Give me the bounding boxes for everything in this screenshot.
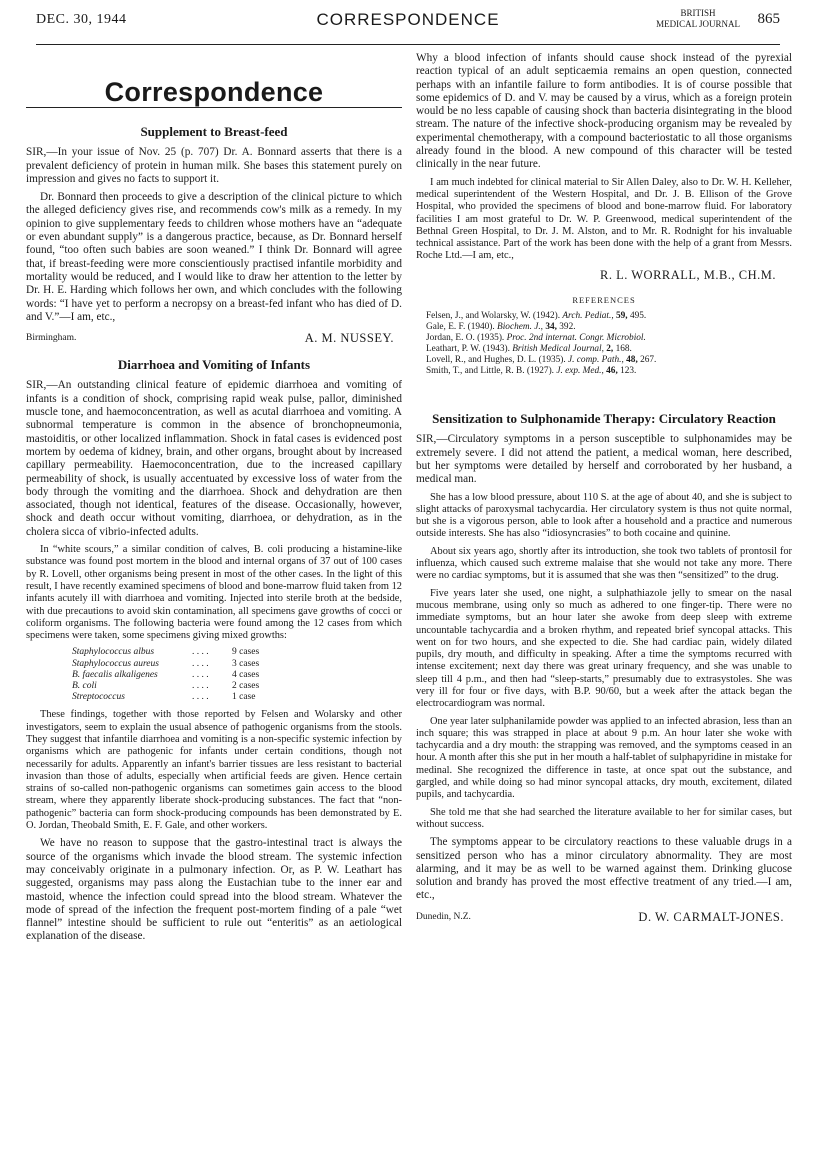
bacterium-name: B. faecalis alkaligenes: [72, 669, 158, 680]
paragraph: SIR,—In your issue of Nov. 25 (p. 707) Dr. A. Bonnard asserts that there is a prevalent deficiency of protein in human milk. She bases this statement purely on impression and gives no facts to support it.: [26, 146, 402, 185]
paragraph: Dr. Bonnard then proceeds to give a description of the clinical picture to which the alleged deficiency gives rise, and recommends cow's milk as a remedy. In my opinion to give supplementary feeds to children whose mothers have an “adequate or even abundant supply” is a dangerous practice, because, as Dr. Bonnard herself found, “too often such babies are soon weaned.” I think Dr. Bonnard will agree that, if breast-feeding were more conscientiously practised infantile morbidity and mortality would be reduced, and I would like to draw her attention to the letter by Dr. H. E. Harding which follows her own, and which concludes with the following words: “I have yet to perform a necropsy on a breast-fed infant who has died of D. and V.”—I am, etc.,: [26, 191, 402, 323]
table-row: [72, 670, 282, 681]
bacterium-name: Staphylococcus aureus: [72, 658, 159, 669]
signature-place: Birmingham.: [26, 333, 77, 344]
left-column: [26, 52, 402, 949]
table-row: [72, 659, 282, 670]
bacteria-table: [72, 647, 282, 703]
signature-block: [416, 911, 792, 924]
paragraph: In “white scours,” a similar condition of calves, B. coli producing a histamine-like substance was found post mortem in the blood and internal organs of 37 out of 100 cases by R. Lovell, other organisms being present in most of the other cases. In the light of this result, I have recently examined specimens of blood and bone-marrow fluid taken from 12 infants acutely ill with diarrhoea and vomiting. Injected into sterile broth at the bedside, with due precautions to avoid skin contamination, all specimens gave growths of cocci or coliform organisms. The following bacteria were found among the 12 cases from which specimens were taken, some specimens giving mixed growths:: [26, 544, 402, 642]
article-title-breast-feed: Supplement to Breast-feed: [140, 124, 288, 140]
reference-item: Lovell, R., and Hughes, D. L. (1935). J. comp. Path., 48, 267.: [426, 355, 657, 366]
paragraph: Why a blood infection of infants should cause shock instead of the pyrexial reaction typical of an adult septicaemia remains an open question, connected perhaps with an infantile failure to form antibodies. It is of course possible that some epidemics of D. and V. may be caused by a virus, which as a foreign protein would be no less capable of causing shock than bacteria disintegrating in the blood stream. The nature of the infective shock-producing organism may be revealed by experimental chemotherapy, with a compound bacteriostatic to all those organisms already found in the blood. A new compound of this character will be tested clinically in the near future.: [416, 52, 792, 171]
leader-dots: . . . .: [192, 692, 209, 703]
case-count: 2 cases: [232, 681, 260, 691]
reference-item: Gale, E. F. (1940). Biochem. J., 34, 392.: [426, 322, 576, 333]
leader-dots: . . . .: [192, 681, 209, 691]
case-count: 3 cases: [232, 658, 260, 669]
signature-name: D. W. CARMALT-JONES.: [638, 909, 784, 924]
signature-block: [26, 332, 402, 345]
page-number: 865: [757, 11, 780, 27]
paragraph: We have no reason to suppose that the gastro-intestinal tract is always the source of the organisms which invade the blood stream. The systemic infection may conceivably originate in a pulmonary infection. Or, as P. W. Leathart has suggested, organisms may pass along the Eustachian tube to the inner ear and mastoid, whence the infection could spread into the blood stream. Whatever the mode of spread of the infection the frequent post-mortem finding of a pale “wet flannel” intestine should be sufficient to rule out “enteritis” as an aetiological explanation of the disease.: [26, 837, 402, 943]
paragraph: SIR,—An outstanding clinical feature of epidemic diarrhoea and vomiting of infants is a condition of shock, comprising rapid weak pulse, pallor, diminished muscle tone, and haemoconcentration, as well as acutal diarrhoea and vomiting. A subnormal temperature is common in the absence of bronchopneumonia, mastoiditis, or other localized inflammation. Shock in fatal cases is evidenced post mortem by oedema of kidney, brain, and other organs, brought about by increased capillary permeability. Haemoconcentration, due to the increased capillary permeability of shock, is usually accentuated by excessive loss of water from the body through the vomiting and the diarrhoea. Shock and dehydration are then associated, though not identical, features of the disease. Occasionally, however, shock and death occur without vomiting, diarrhoea, or dehydration, as in the cholera sicca of vibrio-infected adults.: [26, 379, 402, 538]
table-row: [72, 681, 282, 692]
reference-item: Felsen, J., and Wolarsky, W. (1942). Arch. Pediat., 59, 495.: [426, 311, 647, 322]
case-count: 4 cases: [232, 669, 260, 680]
bacterium-name: Staphylococcus albus: [72, 647, 155, 658]
page-header: [36, 4, 780, 45]
paragraph: She has a low blood pressure, about 110 S. at the age of about 40, and she is subject to slight attacks of paroxysmal tachycardia. Her circulatory system is thus not quite normal, but she is a vigorous person, able to look after a household and a practice and numerous outside interests. She has also “idiosyncrasies” to both cocaine and quinine.: [416, 491, 792, 540]
article-title-diarrhoea: Diarrhoea and Vomiting of Infants: [117, 357, 311, 373]
reference-item: Smith, T., and Little, R. B. (1927). J. exp. Med., 46, 123.: [426, 366, 637, 377]
paragraph: The symptoms appear to be circulatory reactions to these valuable drugs in a sensitized person who has a minor circulatory abnormality. They are most alarming, and it may be as well to be warned against them. Drinking glucose solution and brandy has proved the most effective treatment of any tried.—I am, etc.,: [416, 836, 792, 902]
title-rule: [26, 107, 402, 108]
paragraph: She told me that she had searched the literature available to her for similar cases, but without success.: [416, 806, 792, 830]
section-title: CORRESPONDENCE: [316, 10, 500, 29]
signature-name: A. M. NUSSEY.: [304, 331, 394, 346]
bacterium-name: B. coli: [72, 681, 97, 691]
paragraph: These findings, together with those reported by Felsen and Wolarsky and other investigators, seem to explain the usual absence of pathogenic organisms from the stools. They suggest that infantile diarrhoea and vomiting is a non-specific systemic infection by organisms which are pathogenic for infants under certain conditions, though not necessarily for adults. Apparently an infant's barrier tissues are less resistant to bacterial invasion than those of adults, especially when artificial feeds are given. Hence certain strains of so-called non-pathogenic organisms can sometimes gain access to the blood stream, where they apparently liberate shock-producing substances. The fact that “non-pathogenic” bacteria can form shock-producing compounds has been demonstrated by E. O. Jordan, Theobald Smith, E. F. Gale, and other workers.: [26, 709, 402, 832]
reference-item: Leathart, P. W. (1943). British Medical Journal, 2, 168.: [426, 344, 632, 355]
leader-dots: . . . .: [192, 669, 209, 680]
leader-dots: . . . .: [192, 658, 209, 669]
paragraph: Five years later she used, one night, a sulphathiazole jelly to smear on the nasal mucous membrane, using only so much as adhered to one finger-tip. There were no immediate symptoms, but an hour later she awoke from deep sleep with extreme uncountable tachycardia and a broken rhythm, and repeated brief syncopal attacks. This went on for two hours, and she expected to die. She had cardiac pain, widely dilated pupils, dry mouth, and difficulty in speaking. After a time the symptoms recurred with intense excitement; next day there was great urinary frequency, and she was unable to sleep till 4 p.m., and then had “sleep-starts,” presumably due to extrasystoles. She was very ill for four or five days, with B.P. 90/60, but a week after the attack began the electrocardiogram was normal.: [416, 587, 792, 710]
case-count: 9 cases: [232, 647, 260, 658]
issue-date: DEC. 30, 1944: [36, 12, 127, 27]
paragraph: About six years ago, shortly after its introduction, she took two tablets of prontosil for influenza, which caused such extreme malaise that she would not take any more. There were no cardiac symptoms, but it is assumed that she was then “sensitized” to the drug.: [416, 545, 792, 582]
paragraph: One year later sulphanilamide powder was applied to an infected abrasion, less than an inch square; this was strapped in place at about 9 p.m. An hour later she woke with tachycardia and a dry mouth: the strapping was removed, and the symptoms ceased in an hour. A month after this she put in her mouth a half-tablet of sulphapyridine in mistake for medinal. She recognized the difference in taste, at once spat out the substance, and gargled, and while doing so had minor syncopal attacks, dry mouth, excitement, dilated pupils, and tachycardia.: [416, 715, 792, 801]
case-count: 1 case: [232, 692, 256, 703]
bacterium-name: Streptococcus: [72, 692, 125, 703]
references-list: [416, 311, 792, 377]
table-row: [72, 692, 282, 703]
main-title: Correspondence: [104, 77, 324, 107]
references-heading: REFERENCES: [572, 295, 636, 306]
right-column: [416, 52, 792, 930]
table-row: [72, 647, 282, 658]
paragraph: I am much indebted for clinical material to Sir Allen Daley, also to Dr. W. H. Kelleher, medical superintendent of the Western Hospital, and Dr. J. B. Ellison of the Grove Hospital, who provided the specimens of blood and bone-marrow fluid. For laboratory facilities I am most grateful to Dr. W. P. Greenwood, medical superintendent of the Bethnal Green Hospital, to Dr. J. M. Alston, and to Mr. R. Rodnight for his invaluable technical assistance. Part of the work has been done with the help of a grant from Messrs. Roche Ltd.—I am, etc.,: [416, 176, 792, 262]
signature-name: R. L. WORRALL, M.B., CH.M.: [600, 267, 776, 282]
journal-name: BRITISH MEDICAL JOURNAL: [656, 8, 740, 29]
leader-dots: . . . .: [192, 647, 209, 658]
signature-place: Dunedin, N.Z.: [416, 911, 471, 922]
article-title-sulphonamide: Sensitization to Sulphonamide Therapy: Circulatory Reaction: [432, 411, 776, 427]
reference-item: Jordan, E. O. (1935). Proc. 2nd internat. Congr. Microbiol.: [426, 333, 646, 344]
paragraph: SIR,—Circulatory symptoms in a person susceptible to sulphonamides may be extremely severe. I did not attend the patient, a medical woman, here described, but her symptoms were detailed by herself and corroborated by her husband, a medical man.: [416, 433, 792, 486]
